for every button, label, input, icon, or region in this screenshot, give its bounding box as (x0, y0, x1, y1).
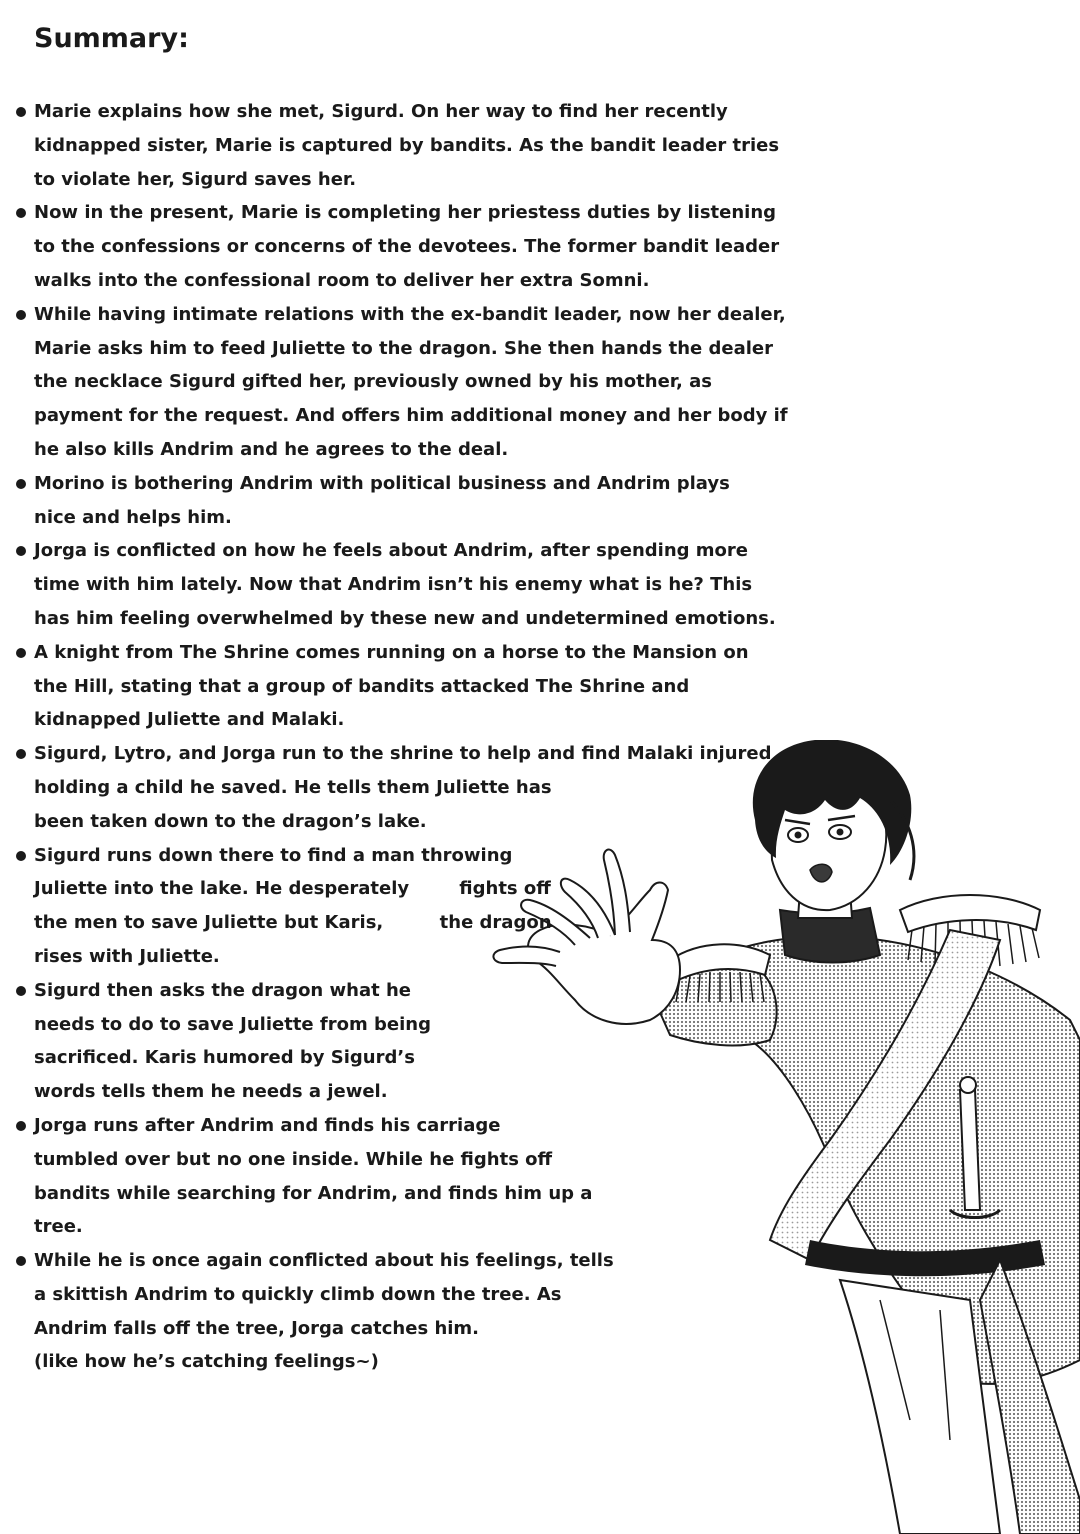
bullet-line: walks into the confessional room to deliver her extra Somni. (34, 269, 650, 291)
bullet-line: bandits while searching for Andrim, and finds him up a (34, 1182, 593, 1204)
bullet-line: the necklace Sigurd gifted her, previously owned by his mother, as (34, 371, 712, 393)
summary-bullet (0, 298, 1080, 467)
bullet-dot-icon (16, 986, 26, 996)
summary-bullet (0, 196, 1080, 297)
bullet-line: While he is once again conflicted about his feelings, tells (34, 1250, 614, 1272)
bullet-dot-icon (16, 749, 26, 759)
bullet-line: Marie asks him to feed Juliette to the dragon. She then hands the dealer (34, 337, 773, 359)
bullet-line: Andrim falls off the tree, Jorga catches him. (34, 1317, 480, 1339)
bullet-dot-icon (16, 1121, 26, 1131)
bullet-line: While having intimate relations with the ex-bandit leader, now her dealer, (34, 303, 786, 325)
bullet-line: needs to do to save Juliette from being (34, 1013, 431, 1035)
bullet-dot-icon (16, 208, 26, 218)
summary-bullet (0, 839, 1080, 974)
bullet-line: kidnapped Juliette and Malaki. (34, 709, 345, 731)
bullet-dot-icon (16, 648, 26, 658)
bullet-line: to violate her, Sigurd saves her. (34, 168, 357, 190)
bullet-line: Marie explains how she met, Sigurd. On her way to find her recently (34, 101, 728, 122)
bullet-line: he also kills Andrim and he agrees to the deal. (34, 438, 509, 460)
bullet-line: tumbled over but no one inside. While he fights off (34, 1148, 553, 1170)
bullet-line: Now in the present, Marie is completing her priestess duties by listening (34, 202, 777, 224)
summary-bullet (0, 95, 1080, 196)
bullet-line: nice and helps him. (34, 506, 232, 528)
bullet-line: A knight from The Shrine comes running on a horse to the Mansion on (34, 641, 749, 663)
bullet-line: Sigurd then asks the dragon what he (34, 979, 411, 1001)
bullet-line: rises with Juliette. (34, 945, 220, 967)
summary-bullet (0, 974, 1080, 1109)
bullet-line: a skittish Andrim to quickly climb down the tree. As (34, 1283, 562, 1305)
bullet-line: (like how he’s catching feelings~) (34, 1351, 379, 1373)
bullet-line: sacrificed. Karis humored by Sigurd’s (34, 1047, 415, 1069)
bullet-line: payment for the request. And offers him additional money and her body if (34, 405, 788, 427)
bullet-line: Jorga is conflicted on how he feels about Andrim, after spending more (34, 540, 748, 562)
summary-bullet (0, 636, 1080, 737)
bullet-line: Morino is bothering Andrim with political business and Andrim plays (34, 472, 730, 494)
bullet-dot-icon (16, 310, 26, 320)
summary-bullet (0, 1244, 1080, 1379)
bullet-line: tree. (34, 1216, 83, 1238)
summary-bullet-list (0, 95, 1080, 1379)
summary-bullet (0, 467, 1080, 535)
bullet-line: Jorga runs after Andrim and finds his carriage (34, 1114, 501, 1136)
summary-bullet (0, 534, 1080, 635)
bullet-line: Juliette into the lake. He desperately fights off (34, 878, 551, 900)
bullet-line: the men to save Juliette but Karis, the dragon (34, 912, 552, 934)
bullet-line: kidnapped sister, Marie is captured by bandits. As the bandit leader tries (34, 134, 780, 156)
bullet-line: Sigurd, Lytro, and Jorga run to the shrine to help and find Malaki injured (34, 743, 772, 765)
bullet-dot-icon (16, 851, 26, 861)
bullet-dot-icon (16, 479, 26, 489)
bullet-line: has him feeling overwhelmed by these new and undetermined emotions. (34, 607, 776, 629)
summary-title: Summary: (34, 23, 189, 54)
bullet-line: the Hill, stating that a group of bandits attacked The Shrine and (34, 675, 690, 697)
bullet-line: holding a child he saved. He tells them Juliette has (34, 776, 552, 798)
summary-bullet (0, 1109, 1080, 1244)
bullet-dot-icon (16, 1256, 26, 1266)
bullet-line: been taken down to the dragon’s lake. (34, 810, 427, 832)
bullet-dot-icon (16, 107, 26, 117)
bullet-line: Sigurd runs down there to find a man throwing (34, 844, 513, 866)
bullet-line: to the confessions or concerns of the devotees. The former bandit leader (34, 236, 780, 258)
summary-bullet (0, 737, 1080, 838)
bullet-dot-icon (16, 546, 26, 556)
bullet-line: time with him lately. Now that Andrim isn’t his enemy what is he? This (34, 574, 753, 596)
bullet-line: words tells them he needs a jewel. (34, 1081, 388, 1103)
